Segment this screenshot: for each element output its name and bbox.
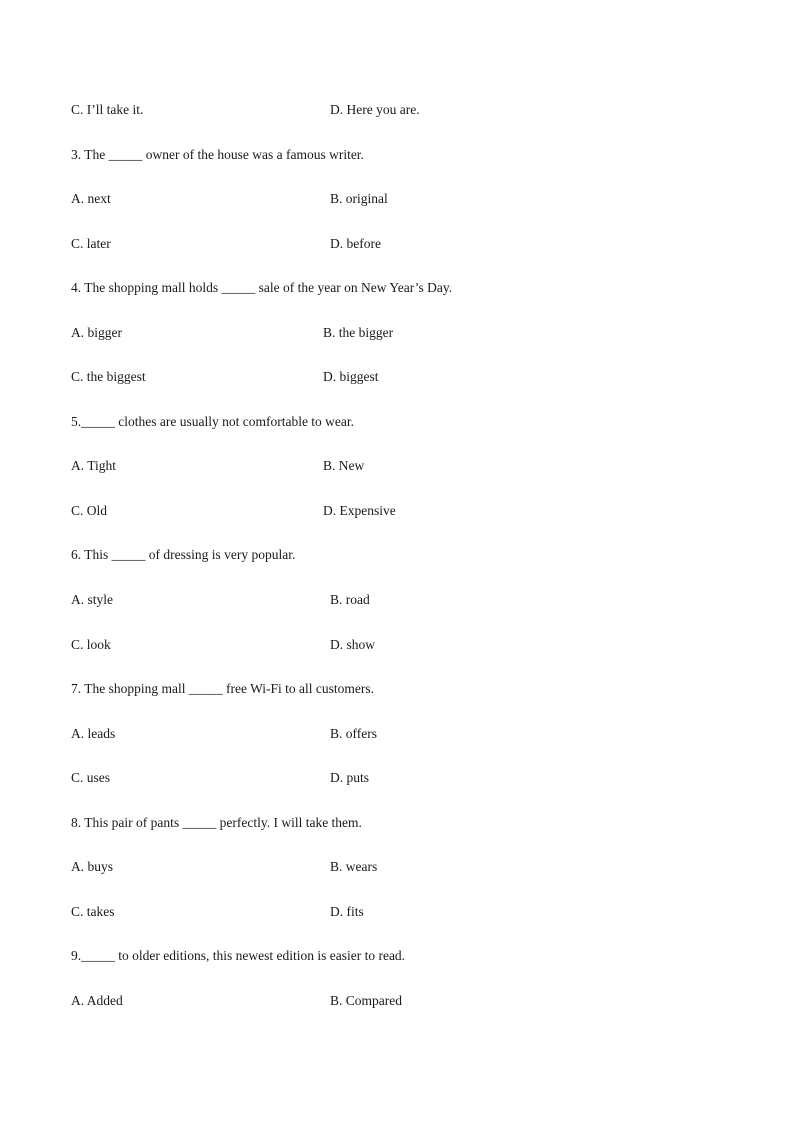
option-b-q6: B. road xyxy=(330,592,370,607)
question-5: 5._____ clothes are usually not comfortable to wear. xyxy=(71,414,355,429)
option-c-q4: C. the biggest xyxy=(71,369,146,384)
option-a-q7: A. leads xyxy=(71,726,116,741)
option-b-q7: B. offers xyxy=(330,726,377,741)
option-b-q9: B. Compared xyxy=(330,993,402,1008)
option-d-q3: D. before xyxy=(330,236,381,251)
option-b-q4: B. the bigger xyxy=(323,325,394,340)
question-4: 4. The shopping mall holds _____ sale of the year on New Year’s Day. xyxy=(71,280,453,295)
option-c-q7: C. uses xyxy=(71,770,111,785)
option-c-q3: C. later xyxy=(71,236,111,251)
option-d-q2: D. Here you are. xyxy=(330,102,420,117)
option-b-q5: B. New xyxy=(323,458,365,473)
option-a-q3: A. next xyxy=(71,191,111,206)
option-a-q5: A. Tight xyxy=(71,458,117,473)
question-6: 6. This _____ of dressing is very popular. xyxy=(71,547,296,562)
option-c-q2: C. I’ll take it. xyxy=(71,102,144,117)
option-d-q6: D. show xyxy=(330,637,376,652)
option-d-q7: D. puts xyxy=(330,770,370,785)
question-7: 7. The shopping mall _____ free Wi-Fi to all customers. xyxy=(71,681,375,696)
option-d-q4: D. biggest xyxy=(323,369,379,384)
option-c-q5: C. Old xyxy=(71,503,108,518)
question-3: 3. The _____ owner of the house was a famous writer. xyxy=(71,147,364,162)
option-a-q4: A. bigger xyxy=(71,325,122,340)
option-a-q6: A. style xyxy=(71,592,113,607)
question-9: 9._____ to older editions, this newest edition is easier to read. xyxy=(71,948,406,963)
option-b-q8: B. wears xyxy=(330,859,378,874)
option-c-q6: C. look xyxy=(71,637,111,652)
option-c-q8: C. takes xyxy=(71,904,115,919)
question-8: 8. This pair of pants _____ perfectly. I will take them. xyxy=(71,815,362,830)
option-d-q8: D. fits xyxy=(330,904,364,919)
option-d-q5: D. Expensive xyxy=(323,503,396,518)
option-a-q9: A. Added xyxy=(71,993,123,1008)
option-b-q3: B. original xyxy=(330,191,388,206)
option-a-q8: A. buys xyxy=(71,859,114,874)
